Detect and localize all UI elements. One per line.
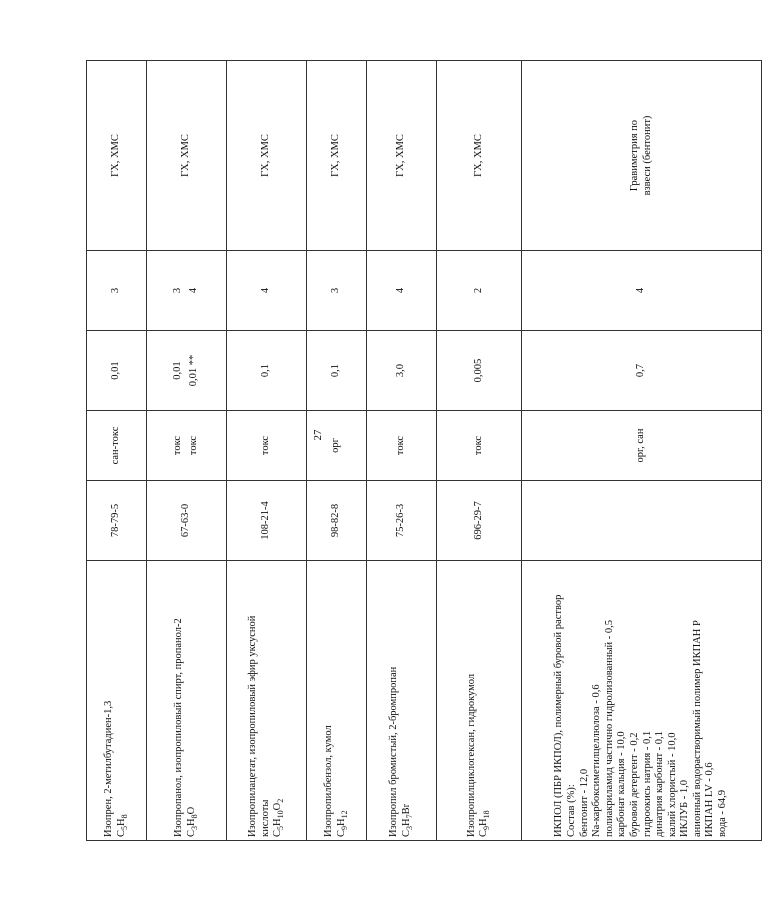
limit-value: 0,1 bbox=[307, 331, 367, 411]
composition-line: анионный водорастворимый полимер ИКПАН Р bbox=[691, 620, 703, 837]
hazard-indicator: сан-токс bbox=[87, 411, 147, 481]
hazard-indicator-cell bbox=[147, 411, 227, 481]
composition-line: вода - 64,9 bbox=[717, 790, 729, 837]
hazard-class: 4 bbox=[367, 251, 437, 331]
substance-name-cell bbox=[437, 561, 522, 841]
hazard-class: 3 bbox=[307, 251, 367, 331]
composition-line: карбонат кальция - 10,0 bbox=[616, 731, 628, 837]
hazard-class: 3 bbox=[172, 287, 184, 294]
hazard-indicator: токс bbox=[188, 435, 199, 456]
table-row bbox=[307, 61, 367, 841]
composition-line: ИКПАН LV - 0,6 bbox=[704, 762, 716, 837]
analysis-method: ГХ, ХМС bbox=[367, 61, 437, 251]
substance-name-cell bbox=[227, 561, 307, 841]
limit-value: 0,01 bbox=[172, 361, 184, 380]
hazard-indicator: токс bbox=[227, 411, 307, 481]
table-row bbox=[437, 61, 522, 841]
substance-table bbox=[86, 60, 762, 841]
hazard-indicator: токс bbox=[437, 411, 522, 481]
analysis-method-cell bbox=[522, 61, 762, 251]
analysis-method: ГХ, ХМС bbox=[307, 61, 367, 251]
table-row bbox=[227, 61, 307, 841]
chemical-formula: $C_5H_8$ bbox=[115, 814, 130, 837]
rotated-page-area bbox=[86, 61, 729, 841]
hazard-class: 2 bbox=[437, 251, 522, 331]
composition-line: Na-карбоксиметилцеллюлоза - 0,6 bbox=[591, 684, 603, 837]
substance-name: Изопропанол, изопропиловый спирт, пропанол-2 bbox=[173, 618, 185, 837]
substance-name-cell bbox=[367, 561, 437, 841]
composition-line: ИКЛУБ - 1,0 bbox=[679, 779, 691, 837]
chemical-formula: $C_9H_{12}$ bbox=[335, 810, 350, 837]
limit-value: 3,0 bbox=[367, 331, 437, 411]
composition-line: ИКПОЛ (ПБР ИКПОЛ), полимерный буровой раствор bbox=[553, 594, 565, 837]
page-number: 27 bbox=[312, 429, 324, 441]
chemical-formula: $C_3H_7Br$ bbox=[400, 803, 415, 837]
substance-name-cell bbox=[307, 561, 367, 841]
table-row bbox=[87, 61, 147, 841]
limit-value: 0,7 bbox=[522, 331, 762, 411]
landscape-page bbox=[86, 61, 729, 841]
substance-name: Изопропил бромистый, 2-бромпропан bbox=[388, 666, 400, 837]
analysis-method: ГХ, ХМС bbox=[437, 61, 522, 251]
substance-name-cell bbox=[87, 561, 147, 841]
chemical-formula: $C_9H_{18}$ bbox=[478, 810, 492, 837]
hazard-class-cell bbox=[147, 251, 227, 331]
hazard-indicator: орг bbox=[307, 411, 367, 481]
limit-value: 0,01 bbox=[87, 331, 147, 411]
limit-value-cell bbox=[147, 331, 227, 411]
substance-name: Изопропилацетат, изопропиловый эфир уксусной bbox=[247, 615, 259, 837]
composition-line: калий хлористый - 10,0 bbox=[666, 732, 678, 837]
composition-line: динатрия карбонат - 0,1 bbox=[654, 731, 666, 837]
analysis-method: Гравиметрия по bbox=[628, 119, 640, 192]
substance-name-cell bbox=[147, 561, 227, 841]
composition-line: полиакриламид частично гидролизованный - 0,5 bbox=[603, 619, 615, 837]
substance-name: Изопропилциклогексан, гидрокумол bbox=[465, 673, 477, 837]
substance-name: Изопропилбензол, кумол bbox=[323, 725, 335, 837]
cas-number: 75-26-3 bbox=[367, 481, 437, 561]
hazard-class: 3 bbox=[87, 251, 147, 331]
chemical-formula: $C_3H_8O$ bbox=[185, 806, 200, 837]
limit-value: 0,01 ** bbox=[188, 354, 199, 387]
composition-line: Состав (%): bbox=[565, 784, 577, 837]
analysis-method: ГХ, ХМС bbox=[147, 61, 227, 251]
analysis-method: взвеси (бентонит) bbox=[641, 115, 653, 196]
analysis-method: ГХ, ХМС bbox=[87, 61, 147, 251]
cas-number: 108-21-4 bbox=[227, 481, 307, 561]
table-row bbox=[522, 61, 762, 841]
composition-cell bbox=[522, 561, 762, 841]
hazard-class: 4 bbox=[188, 287, 199, 294]
composition-line: буровой детергент - 0,2 bbox=[628, 732, 640, 837]
hazard-indicator: токс bbox=[367, 411, 437, 481]
hazard-class: 4 bbox=[522, 251, 762, 331]
substance-name: кислоты bbox=[259, 799, 271, 837]
composition-line: бентонит - 12,0 bbox=[578, 768, 590, 837]
chemical-formula: $C_5H_{10}O_2$ bbox=[272, 798, 286, 837]
cas-number: 78-79-5 bbox=[87, 481, 147, 561]
limit-value: 0,005 bbox=[437, 331, 522, 411]
table-row bbox=[367, 61, 437, 841]
substance-name: Изопрен, 2-метилбутадиен-1,3 bbox=[103, 700, 115, 837]
cas-number: 98-82-8 bbox=[307, 481, 367, 561]
composition-line: гидроокись натрия - 0,1 bbox=[641, 730, 653, 837]
hazard-indicator: токс bbox=[172, 435, 184, 456]
cas-number: 696-29-7 bbox=[437, 481, 522, 561]
cas-number: 67-63-0 bbox=[147, 481, 227, 561]
cas-number bbox=[522, 481, 762, 561]
hazard-indicator: орг, сан bbox=[522, 411, 762, 481]
table-row bbox=[147, 61, 227, 841]
analysis-method: ГХ, ХМС bbox=[227, 61, 307, 251]
limit-value: 0,1 bbox=[227, 331, 307, 411]
hazard-class: 4 bbox=[227, 251, 307, 331]
